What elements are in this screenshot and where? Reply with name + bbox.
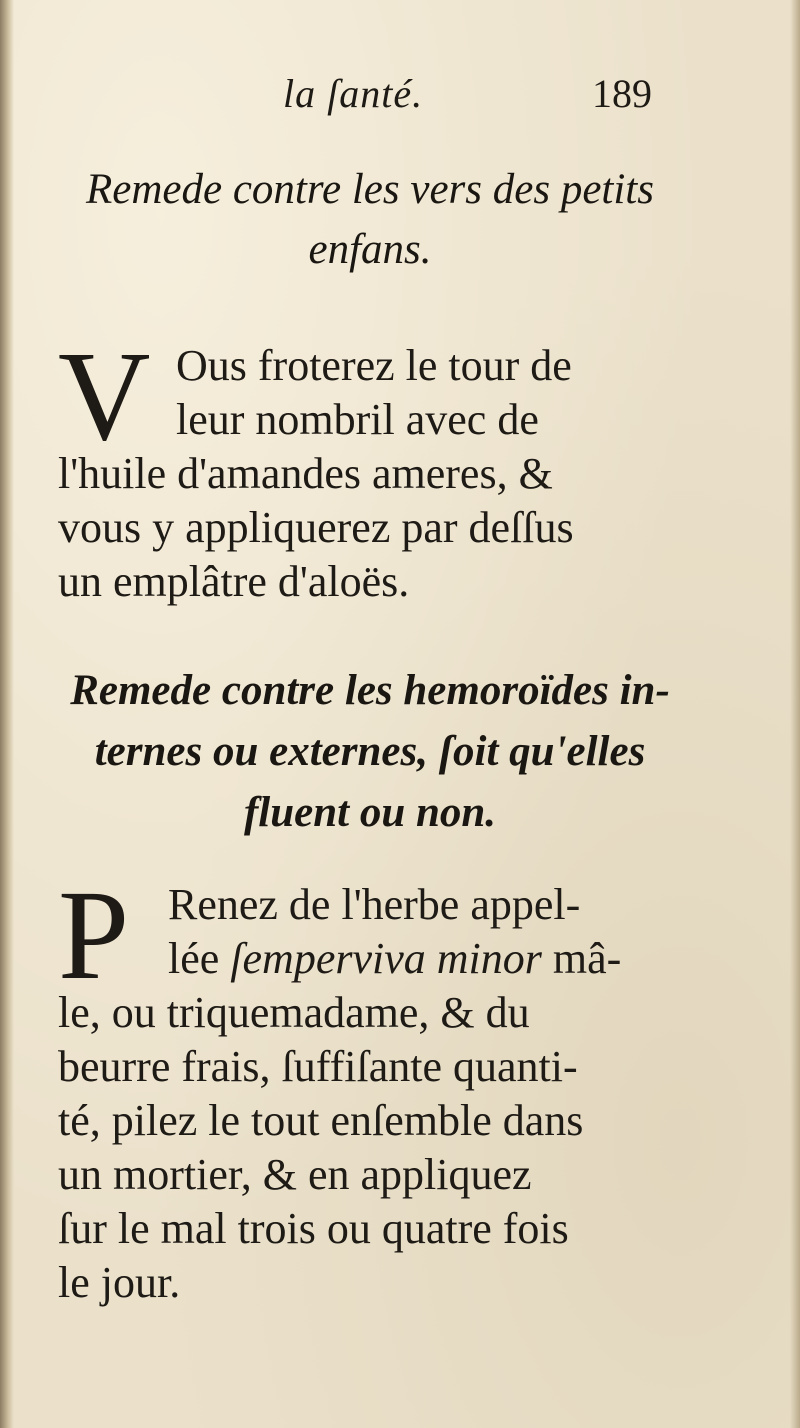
heading-line: Remede contre les vers des petits	[86, 166, 654, 213]
page-edge-right	[790, 0, 800, 1428]
text-line: té, pilez le tout enſemble dans	[58, 1096, 584, 1145]
section-heading-hemorrhoids	[60, 660, 680, 843]
text-line: ſur le mal trois ou quatre fois	[58, 1204, 569, 1253]
running-head	[0, 70, 800, 120]
text-line-mixed	[58, 932, 683, 986]
text-line: un emplâtre d'aloës.	[58, 557, 410, 606]
drop-cap: V	[58, 325, 151, 467]
text-line: vous y appliquerez par deſſus	[58, 503, 574, 552]
page-edge-left	[0, 0, 14, 1428]
running-title: la ſanté.	[283, 71, 424, 116]
text-line: Renez de l'herbe appel-	[168, 880, 581, 929]
latin-plant-name: ſemperviva minor	[230, 934, 542, 983]
text-line: l'huile d'amandes ameres, &	[58, 449, 553, 498]
text-fragment: lée	[168, 934, 231, 983]
heading-line: fluent ou non.	[243, 789, 497, 836]
page-number: 189	[592, 71, 652, 116]
text-line: leur nombril avec de	[176, 395, 539, 444]
text-line: le jour.	[58, 1258, 181, 1307]
heading-line: ternes ou externes, ſoit qu'elles	[94, 728, 646, 775]
text-fragment: mâ-	[541, 934, 622, 983]
text-line: beurre frais, ſuffiſante quanti-	[58, 1042, 578, 1091]
text-line: un mortier, & en appliquez	[58, 1150, 532, 1199]
heading-line: enfans.	[308, 226, 432, 273]
paragraph-hemorrhoids	[58, 864, 683, 1310]
heading-line: Remede contre les hemoroïdes in-	[70, 667, 670, 714]
paragraph-worms	[58, 325, 683, 609]
text-line: Ous froterez le tour de	[176, 341, 572, 390]
text-line: le, ou triquemadame, & du	[58, 988, 530, 1037]
section-heading-worms	[60, 160, 680, 280]
drop-cap: P	[58, 864, 130, 1006]
